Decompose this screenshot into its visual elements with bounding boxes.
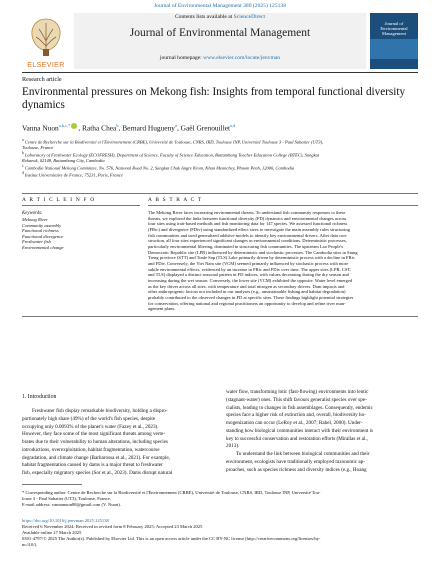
body-column-left: [22, 408, 214, 478]
body-line: However, they face some of the most significant threats among verte-: [22, 431, 165, 438]
affiliations-rule: [22, 193, 418, 194]
homepage-line: journal homepage: www.elsevier.com/locate/jenvman: [159, 55, 281, 61]
body-line: key to successful conservation and restoration efforts (Mirallas et al.,: [226, 435, 368, 442]
author-name[interactable]: Vanna Nuon: [22, 123, 59, 133]
keyword: Community assembly: [22, 222, 62, 228]
body-line: 2013).: [226, 443, 240, 450]
body-line: brates due to their vulnerability to human alterations, including species: [22, 439, 168, 445]
abstract-line: subtle environmental effects, evidenced by an increase in FRic and FDiv over time. The upper sites (LPR, CST,: [148, 266, 351, 272]
affiliation: Toulouse, France: [22, 145, 54, 151]
abstract-line: threats, we explored the links between functional diversity (FD) dynamics and environmental changes across: [148, 215, 347, 221]
body-line: introductions, overexploitation, habitat fragmentation, watercourse: [22, 446, 160, 453]
footnote-rule: [22, 484, 82, 485]
affiliation: Rokaeuk, 02148, Battambang City, Cambodia: [22, 158, 105, 164]
affiliation: $^d$ Institut Universitaire de France, 75231, Paris, France: [22, 171, 123, 178]
journal-citation-line[interactable]: Journal of Environmental Management 380 (2025) 125138: [153, 3, 287, 9]
abstract-line: (FRic) and divergence (FDiv) using standardized effect sizes to investigate the main assembly rules structuring: [148, 226, 350, 232]
footnote-email[interactable]: E-mail address: vannanuon88@gmail.com (V. Nuon).: [22, 501, 121, 507]
footnote-line: * Corresponding author. Centre de Recherche sur la Biodiversité et l'Environnement (CRBE), Université de Toulouse, CNRS, IRD, Toulouse INP, Université Tou-: [22, 490, 321, 495]
journal-banner: [74, 13, 366, 69]
keyword: Freshwater fish: [22, 239, 51, 245]
keyword: Mekong River: [22, 217, 48, 222]
keywords-list: [22, 217, 64, 251]
abstract-line: struction, all four sites experienced significant changes in environmental conditions. Deterministic processes,: [148, 238, 347, 244]
orcid-icon[interactable]: [71, 123, 77, 129]
abstract-line: other anthropogenic factors not included in our analyses (e.g., unsustainable fishing and habitat degradation): [148, 289, 346, 295]
affiliation: $^c$ Cambodia National Mekong Committee, No. 576, National Road No. 2, Sangkat Chak Angre Krom, Khan Meanchey, Phnom Penh, 12000, Cambodia: [22, 164, 295, 171]
body-line: mogenization can occur (LeRoy et al., 2007; Rahel, 2000). Under-: [226, 420, 363, 426]
contents-line: Contents lists available at ScienceDirect: [174, 14, 266, 20]
affiliation: $^a$ Centre de Recherche sur la Biodiversité et l'Environnement (CRBE), Université de Toulouse, CNRS, IRD, Toulouse INP, Université Toulouse 3 - Paul Sabatier (UT3),: [22, 138, 324, 145]
body-line: occupying only 0.0093% of the planet's water (Fazey et al., 2023).: [22, 423, 159, 430]
copyright-line: 0301-4797/© 2025 The Author(s). Published by Elsevier Ltd. This is an open access article under the CC BY-NC license (http://creativecommons.org/licenses/by-: [22, 535, 321, 541]
received-dates: Received 6 November 2024; Received in revised form 8 February 2025; Accepted 23 March 2025: [22, 523, 203, 529]
author-list: Vanna Nuon$^{a,b,c,*}$ , Ratha Chea$^b$, Bernard Hugueny$^a$, Gaël Grenouillet$^{a,d}$: [22, 123, 236, 133]
abstract-line: probably contributed to the observed changes in FD at specific sites. These findings highlight potential strategies: [148, 294, 354, 300]
elsevier-logo: [22, 13, 70, 69]
body-line: habitat fragmentation caused by dams is a major threat to freshwater: [22, 462, 163, 469]
body-line: cialists, leading to changes in fish assemblages. Consequently, endemic: [226, 404, 373, 411]
author-name[interactable]: Bernard Hugueny: [122, 123, 175, 133]
author-name[interactable]: Gaël Grenouillet: [180, 123, 231, 133]
body-column-right: [226, 389, 418, 474]
abstract-line: agement plans.: [148, 306, 176, 312]
author-name[interactable]: Ratha Chea: [82, 123, 117, 133]
sciencedirect-link[interactable]: ScienceDirect: [233, 14, 266, 20]
abstract-line: four sites using trait-based methods and fish monitoring data for 147 species. We assessed functional richness: [148, 221, 348, 227]
body-line: (stagnant-water) ones. This shift favours generalist species over spe-: [226, 396, 367, 403]
article-info-rule: [22, 205, 140, 206]
doi-link[interactable]: https://doi.org/10.1016/j.jenvman.2025.125138: [22, 518, 109, 523]
abstract-line: and TLS) displayed a distinct seasonal pattern in FD indices, with values decreasing during the dry season and: [148, 272, 349, 278]
body-line: To understand the link between biological communities and their: [236, 451, 370, 457]
abstract-line: and FDiv. Conversely, the Viet Nam site (VCM) seemed primarily influenced by stochastic process with more: [148, 260, 349, 266]
body-line: degradation, and climate change (Barbarossa et al., 2021). For example,: [22, 454, 170, 461]
journal-title: Journal of Environmental Management: [129, 27, 311, 39]
affiliations: [22, 138, 418, 179]
abstract-line: The Mekong River faces increasing environmental threats. To understand fish community responses to these: [148, 210, 346, 215]
header-rule: [22, 72, 418, 73]
abstract-line: Treng province (STT) and Tonle Sap (TLS) Lake primarily driven by deterministic process with a decline in FRic: [148, 255, 355, 261]
abstract-heading: A B S T R A C T: [148, 197, 203, 203]
publisher-logo-text: ELSEVIER: [27, 62, 65, 69]
section-heading: 1. Introduction: [22, 394, 57, 400]
footnote: [22, 490, 418, 508]
body-line: standing how biological communities interact with their environment is: [226, 427, 374, 434]
available-online: Available online 27 March 2025: [22, 529, 82, 535]
homepage-link[interactable]: www.elsevier.com/locate/jenvman: [203, 55, 281, 61]
abstract-line: fish communities and used generalized additive models to identify key environmental drivers. After data con-: [148, 232, 348, 238]
body-line: fish, especially migratory species (Sor et al., 2023). Dams disrupt natural: [22, 470, 173, 476]
copyright-line: nc/4.0/).: [22, 541, 38, 547]
journal-cover-thumbnail: [370, 13, 418, 69]
keyword: Functional divergence: [22, 233, 64, 239]
cover-title: Journal of Environmental Management: [380, 21, 408, 36]
body-line: species face a higher risk of extinction and, overall, biodiversity ho-: [226, 412, 366, 419]
affiliation: $^b$ Laboratory of Freshwater Ecology (ECOFRESH), Department of Science, Faculty of Science Education, Battambang Teacher Education College (BTEC), Sangkat: [22, 151, 320, 158]
journal-header: [22, 13, 418, 69]
body-line: water flow, transforming lotic (fast-flowing) environments into lentic: [226, 389, 369, 395]
abstract-end-rule: [22, 316, 418, 317]
body-line: proaches, such as species richness and diversity indices (e.g., Hoang: [226, 466, 367, 473]
publication-info: [22, 518, 418, 548]
abstract-line: as the key driver across all sites, with temperature and total nitrogen as secondary drivers. Dam impacts and: [148, 283, 345, 289]
body-line: environment, ecologists have traditionally employed taxonomic ap-: [226, 458, 365, 465]
keywords-label: Keywords:: [22, 211, 43, 216]
keyword: Functional richness: [22, 228, 59, 234]
abstract-line: particularly environmental filtering, dominated in structuring fish communities. The upstream Lao People's: [148, 243, 344, 249]
abstract-line: increasing during the wet season. Conversely, the lower site (VCM) exhibited the opposite. Water level emerged: [148, 277, 353, 283]
abstract-line: for conservation, offering national and regional practitioners an opportunity to develop and refine river man-: [148, 300, 346, 306]
abstract-line: Democratic Republic site (LPR) influenced by deterministic and stochastic processes. The Cambodia sites in Stung: [148, 249, 358, 255]
body-line: portionately high share (49%) of the world's fish species, despite: [22, 415, 156, 422]
article-type: Research article: [22, 76, 62, 83]
article-title: Environmental pressures on Mekong fish: Insights from temporal functional diversity dynamics: [22, 86, 406, 111]
cover-band: [370, 39, 418, 59]
keyword: Environmental change: [22, 244, 64, 250]
body-line: Freshwater fish display remarkable biodiversity, holding a dispro-: [32, 408, 168, 414]
abstract-rule: [148, 205, 418, 206]
abstract-body: [148, 210, 418, 312]
article-info-heading: A R T I C L E I N F O: [22, 197, 96, 203]
footnote-line: louse 3 - Paul Sabatier (UT3), Toulouse, France.: [22, 495, 111, 501]
